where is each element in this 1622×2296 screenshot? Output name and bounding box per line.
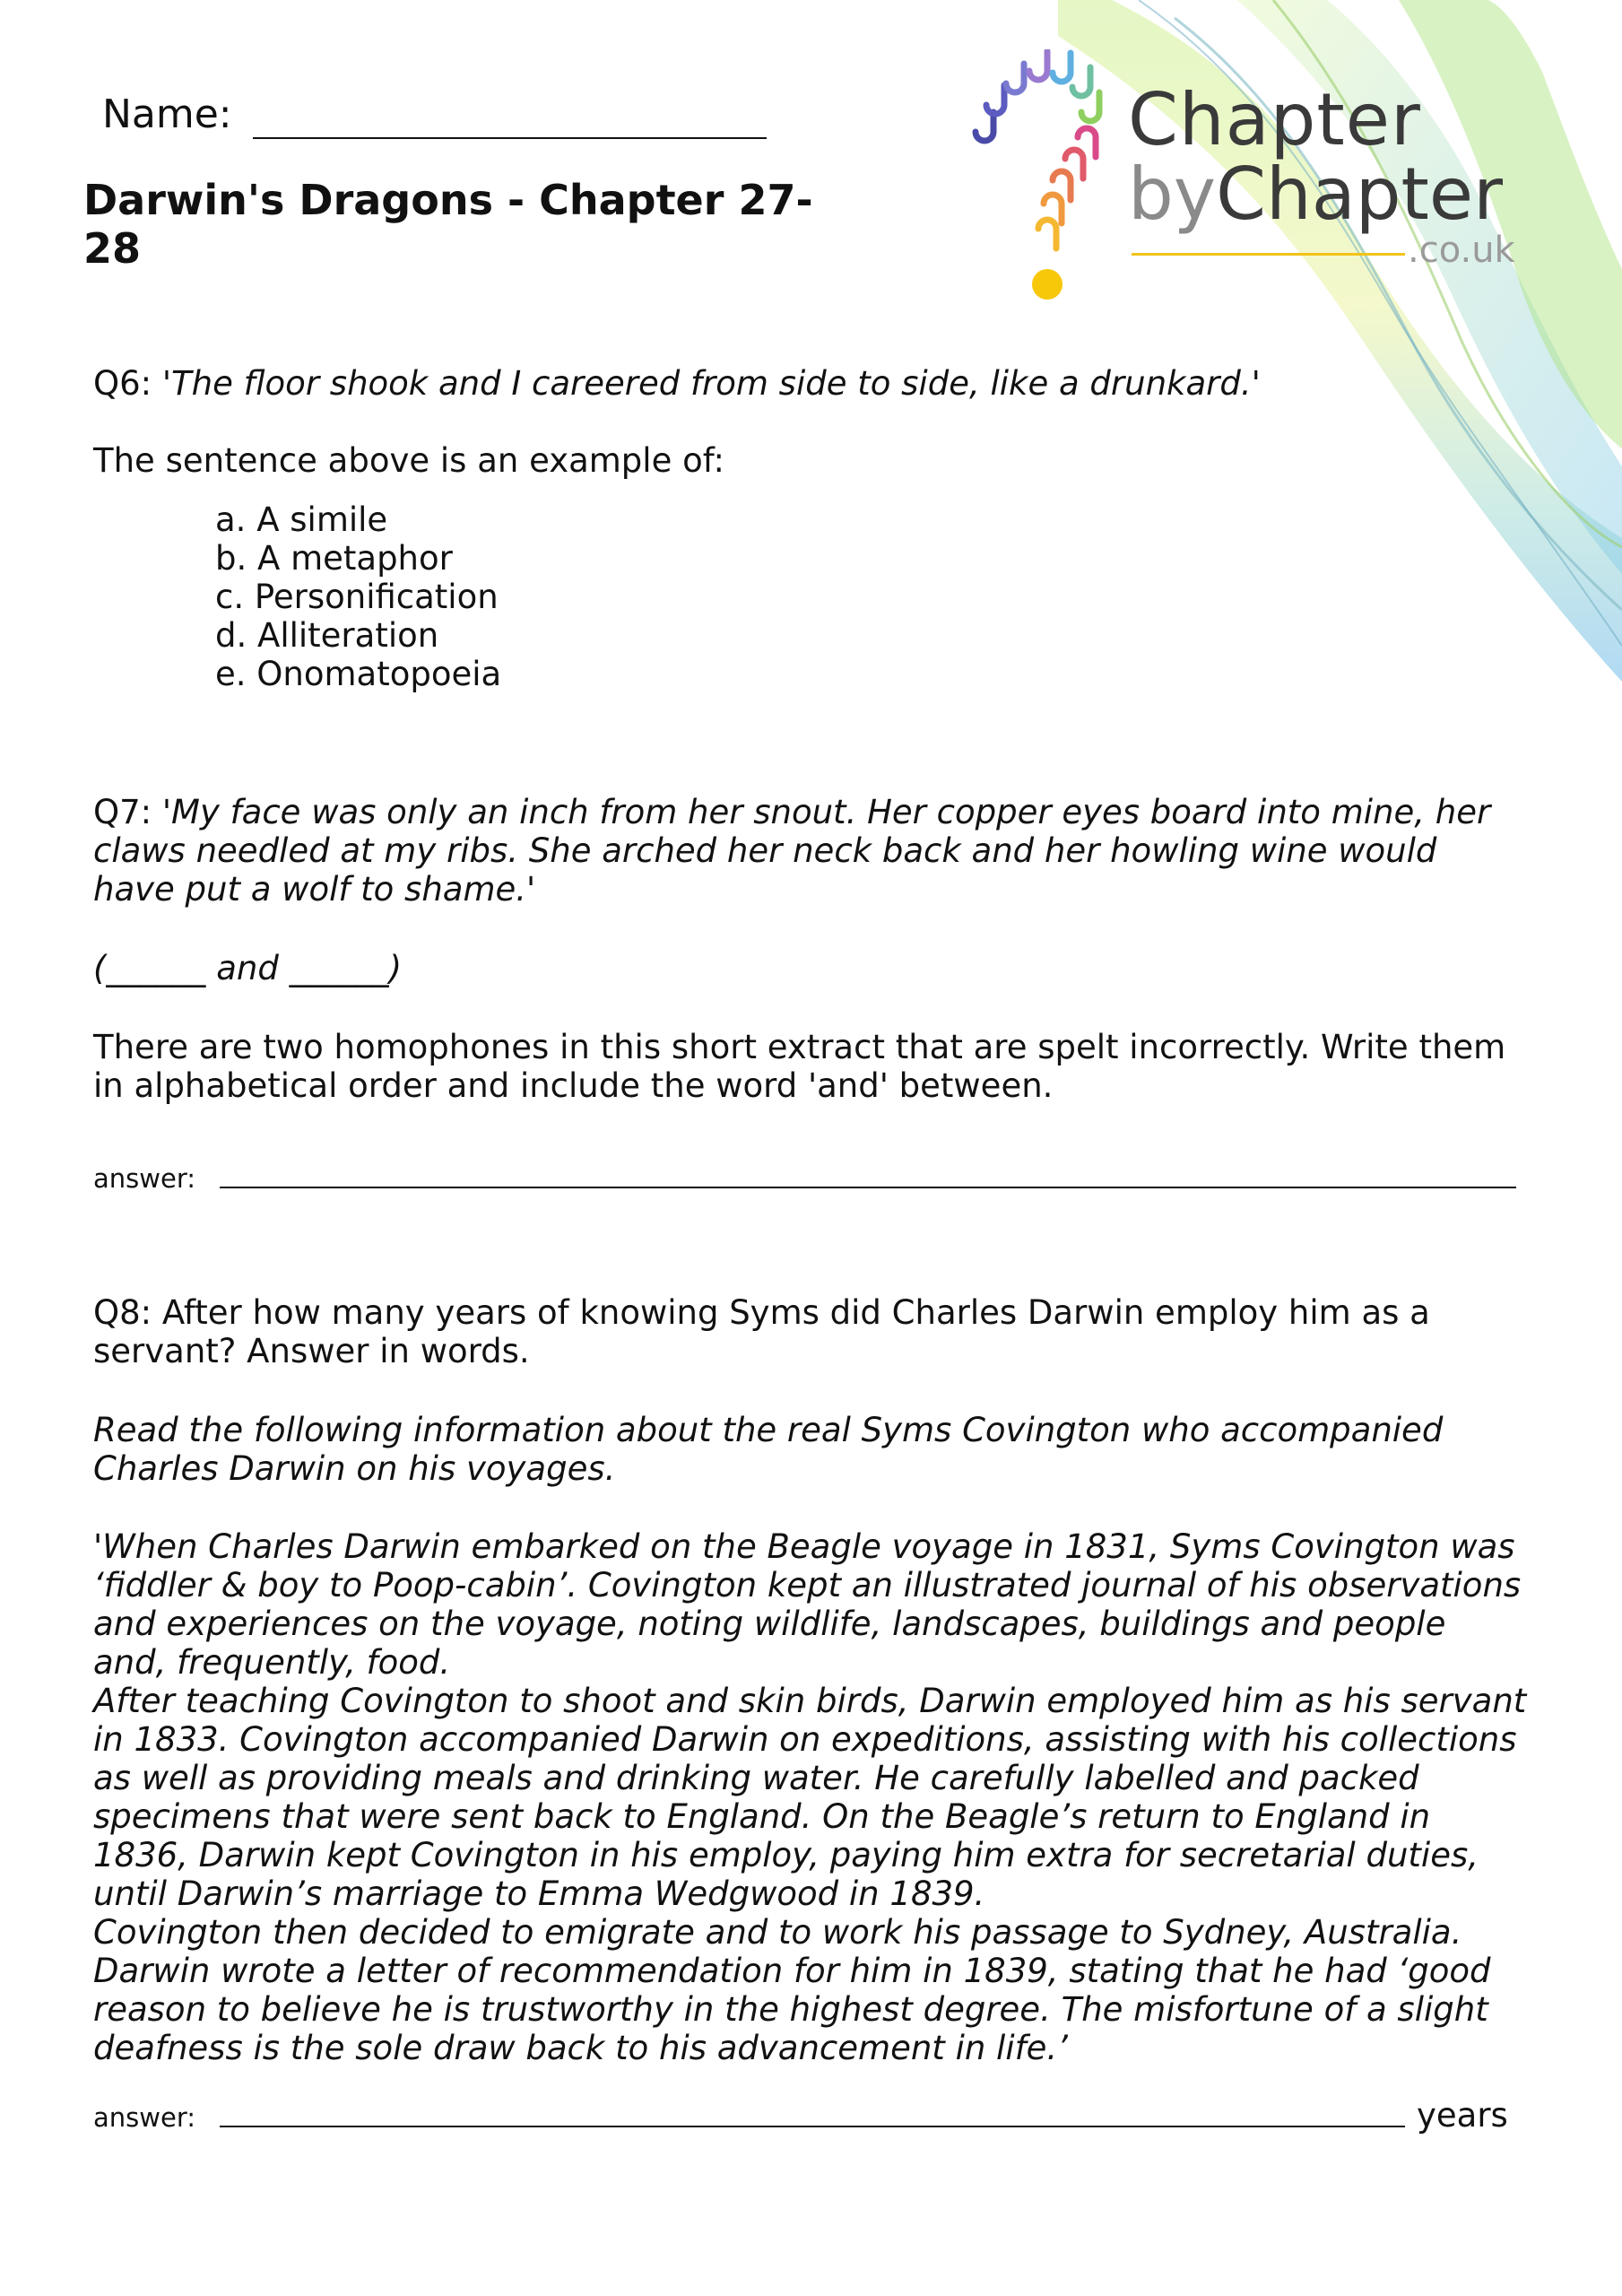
q6-prefix: Q6:	[93, 364, 162, 403]
q6-option-d[interactable]: d. Alliteration	[215, 616, 439, 655]
q8-passage-paragraph-2: After teaching Covington to shoot and skin birds, Darwin employed him as his servant in 1833. Covington accompanied Darwin on expeditions, assisting with his collections as well as providing meals and drinking water. He carefully labelled and packed specimens that were sent back to England. On the Beagle’s return to England in 1836, Darwin kept Covington in his employ, paying him extra for secretarial duties, until Darwin’s marriage to Emma Wedgwood in 1839.	[93, 1682, 1527, 1913]
q7-prefix: Q7:	[93, 793, 162, 831]
logo-word-chapter: Chapter	[1128, 78, 1421, 161]
q7-question	[93, 793, 1528, 909]
q6-quote: 'The floor shook and I careered from side to side, like a drunkard.'	[161, 364, 1261, 403]
q8-intro: Read the following information about the real Syms Covington who accompanied Charles Darwin on his voyages.	[93, 1411, 1444, 1488]
q6-question	[93, 364, 1528, 403]
q6-option-c[interactable]: c. Personification	[215, 578, 499, 616]
logo-word-bychapter	[1128, 152, 1503, 236]
q8-answer-line[interactable]	[220, 2126, 1405, 2127]
chapter-logo-icon	[959, 49, 1121, 309]
q7-instruction: There are two homophones in this short extract that are spelt incorrectly. Write them in alphabetical order and include the word 'and' between.	[93, 1028, 1506, 1105]
q8-passage-paragraph-1: 'When Charles Darwin embarked on the Beagle voyage in 1831, Syms Covington was ‘fiddler & boy to Poop-cabin’. Covington kept an illustrated journal of his observations and experiences on the voyage, noting wildlife, landscapes, buildings and people and, frequently, food.	[93, 1527, 1522, 1682]
q8-passage-paragraph-3: Covington then decided to emigrate and to work his passage to Sydney, Australia. Darwin wrote a letter of recommendation for him in 1839, stating that he had ‘good reason to believe he is trustworthy in the highest degree. The misfortune of a slight deafness is the sole draw back to his advancement in life.’	[93, 1913, 1491, 2067]
q6-options-list	[215, 500, 932, 693]
q7-answer-label: answer:	[93, 1163, 196, 1194]
q7-answer-line[interactable]	[220, 1187, 1516, 1188]
q8-answer-label: answer:	[93, 2102, 196, 2133]
q7-answer-template: (______ and ______)	[93, 949, 403, 987]
q8-passage	[93, 1527, 1528, 2067]
logo-word-by: by	[1128, 152, 1217, 236]
name-label: Name:	[102, 91, 232, 137]
logo-underline	[1132, 253, 1405, 256]
name-field-line[interactable]	[253, 137, 767, 139]
q6-option-b[interactable]: b. A metaphor	[215, 539, 453, 578]
logo-domain: .co.uk	[1408, 230, 1515, 271]
worksheet-title: Darwin's Dragons - Chapter 27-28	[83, 176, 813, 273]
q6-option-a[interactable]: a. A simile	[215, 500, 388, 539]
q8-answer-unit: years	[1417, 2096, 1508, 2135]
q8-question: Q8: After how many years of knowing Syms did Charles Darwin employ him as a servant? Answer in words.	[93, 1293, 1430, 1370]
q6-prompt: The sentence above is an example of:	[93, 441, 724, 480]
q7-quote: 'My face was only an inch from her snout. Her copper eyes board into mine, her claws needled at my ribs. She arched her neck back and her howling wine would have put a wolf to shame.'	[93, 793, 1491, 909]
q6-option-e[interactable]: e. Onomatopoeia	[215, 655, 502, 693]
logo-word-chapter-2: Chapter	[1216, 152, 1503, 236]
